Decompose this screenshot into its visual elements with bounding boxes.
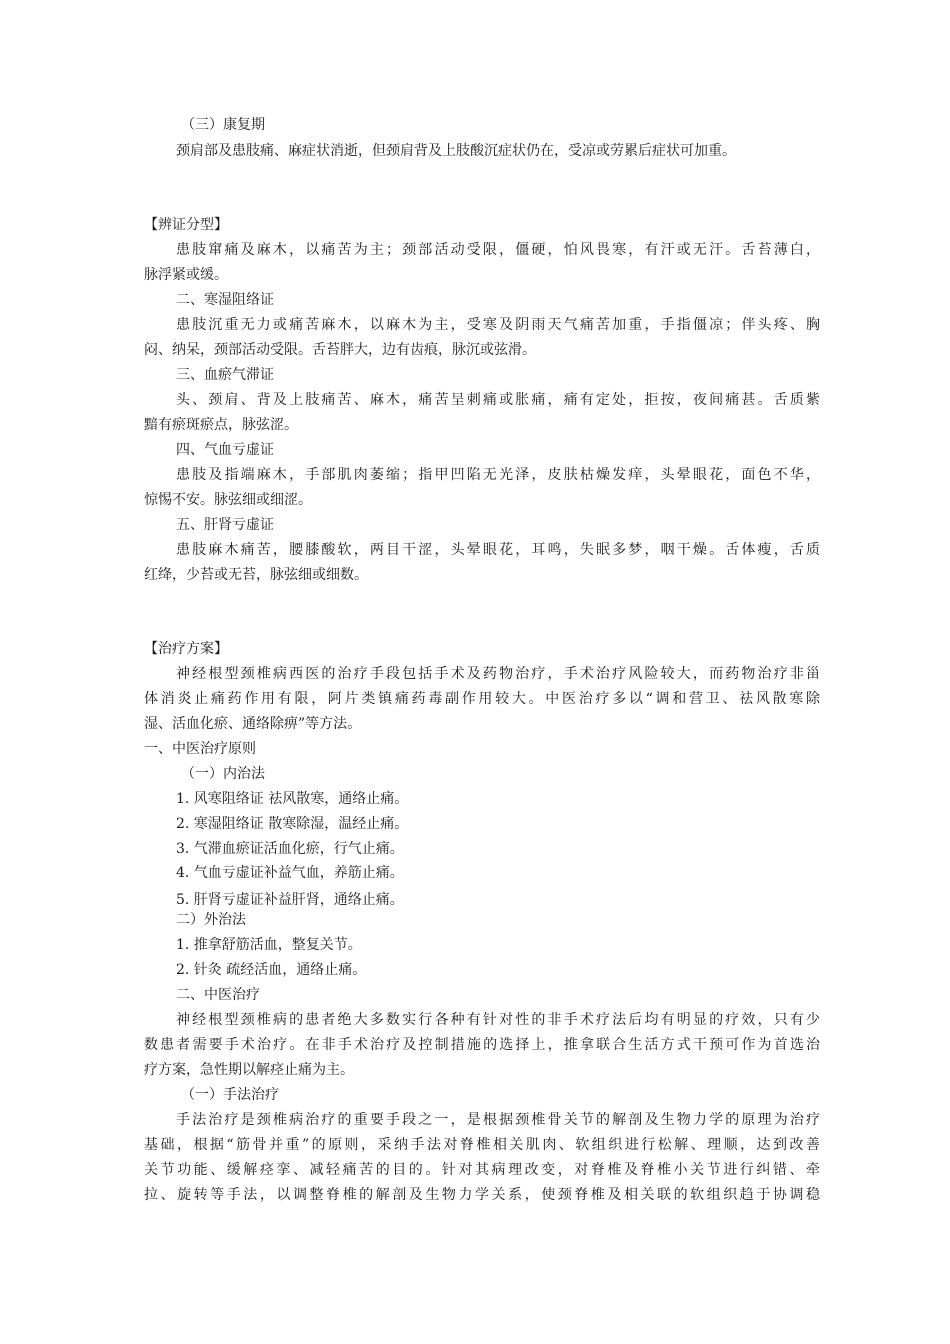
paragraph-line: 数患者需要手术治疗。在非手术治疗及控制措施的选择上，推拿联合生活方式干预可作为首选治	[144, 1037, 820, 1053]
list-item: 5. 肝肾亏虚证补益肝肾，通络止痛。	[176, 892, 404, 908]
list-item: 1. 推拿舒筋活血，整复关节。	[176, 937, 362, 953]
subheading-qi-blood-deficiency: 四、气血亏虚证	[176, 442, 274, 458]
paragraph-line: 疗方案，急性期以解痉止痛为主。	[144, 1062, 354, 1078]
paragraph-line: 体消炎止痛药作用有限，阿片类镇痛药毒副作用较大。中医治疗多以“调和营卫、祛风散寒除	[144, 691, 820, 707]
subheading-manual-therapy: （一）手法治疗	[181, 1087, 279, 1103]
paragraph-line: 基础，根据“筋骨并重”的原则，采纳手法对脊椎相关肌肉、软组织进行松解、理顺，达到改善	[144, 1137, 820, 1153]
paragraph-line: 脉浮紧或缓。	[144, 267, 228, 283]
subheading-cold-damp: 二、寒湿阻络证	[176, 292, 274, 308]
heading-tcm-treatment: 二、中医治疗	[176, 987, 260, 1003]
paragraph-line: 神经根型颈椎病西医的治疗手段包括手术及药物治疗，手术治疗风险较大，而药物治疗非甾	[176, 666, 820, 682]
subheading-internal-treatment: （一）内治法	[181, 766, 265, 782]
paragraph-line: 关节功能、缓解痉挛、减轻痛苦的目的。针对其病理改变，对脊椎及脊椎小关节进行纠错、牵	[144, 1162, 820, 1178]
paragraph-line: 手法治疗是颈椎病治疗的重要手段之一，是根据颈椎骨关节的解剖及生物力学的原理为治疗	[176, 1112, 820, 1128]
paragraph-line: 患肢窜痛及麻木，以痛苦为主；颈部活动受限，僵硬，怕风畏寒，有汗或无汗。舌苔薄白，	[176, 242, 820, 258]
paragraph-line: 红绛，少苔或无苔，脉弦细或细数。	[144, 567, 368, 583]
subheading-blood-stasis: 三、血瘀气滞证	[176, 367, 274, 383]
list-item: 3. 气滞血瘀证活血化瘀，行气止痛。	[176, 841, 404, 857]
section-heading-syndrome-types: 【辨证分型】	[144, 217, 228, 233]
paragraph-line: 患肢沉重无力或痛苦麻木，以麻木为主，受寒及阴雨天气痛苦加重，手指僵凉；伴头疼、胸	[176, 317, 820, 333]
paragraph-line: 神经根型颈椎病的患者绝大多数实行各种有针对性的非手术疗法后均有明显的疗效，只有少	[176, 1012, 820, 1028]
paragraph-line: 拉、旋转等手法，以调整脊椎的解剖及生物力学关系，使颈脊椎及相关联的软组织趋于协调稳	[144, 1187, 820, 1203]
subheading-external-treatment: 二）外治法	[176, 912, 246, 928]
subheading-liver-kidney: 五、肝肾亏虚证	[176, 517, 274, 533]
list-item: 1. 风寒阻络证 祛风散寒，通络止痛。	[176, 791, 409, 807]
paragraph-line: 闷、纳呆，颈部活动受限。舌苔胖大，边有齿痕，脉沉或弦滑。	[144, 342, 536, 358]
paragraph-line: 惊惕不安。脉弦细或细涩。	[144, 492, 312, 508]
heading-tcm-principles: 一、中医治疗原则	[144, 741, 256, 757]
paragraph-line: 患肢及指端麻木，手部肌肉萎缩；指甲凹陷无光泽，皮肤枯燥发痒，头晕眼花，面色不华，	[176, 467, 820, 483]
list-item: 2. 针灸 疏经活血，通络止痛。	[176, 962, 367, 978]
list-item: 2. 寒湿阻络证 散寒除湿，温经止痛。	[176, 816, 409, 832]
paragraph-line: 头、颈肩、背及上肢痛苦、麻木，痛苦呈刺痛或胀痛，痛有定处，拒按，夜间痛甚。舌质紫	[176, 392, 820, 408]
paragraph-line: 湿、活血化瘀、通络除痹”等方法。	[144, 716, 362, 732]
paragraph-line: 患肢麻木痛苦，腰膝酸软，两目干涩，头晕眼花，耳鸣，失眠多梦，咽干燥。舌体瘦，舌质	[176, 542, 820, 558]
section-heading-treatment-plan: 【治疗方案】	[144, 641, 228, 657]
subheading-recovery-period: （三）康复期	[181, 117, 265, 133]
list-item: 4. 气血亏虚证补益气血，养筋止痛。	[176, 865, 404, 881]
paragraph-line: 黯有瘀斑瘀点，脉弦涩。	[144, 417, 298, 433]
paragraph-line: 颈肩部及患肢痛、麻症状消逝，但颈肩背及上肢酸沉症状仍在，受凉或劳累后症状可加重。	[176, 143, 736, 159]
